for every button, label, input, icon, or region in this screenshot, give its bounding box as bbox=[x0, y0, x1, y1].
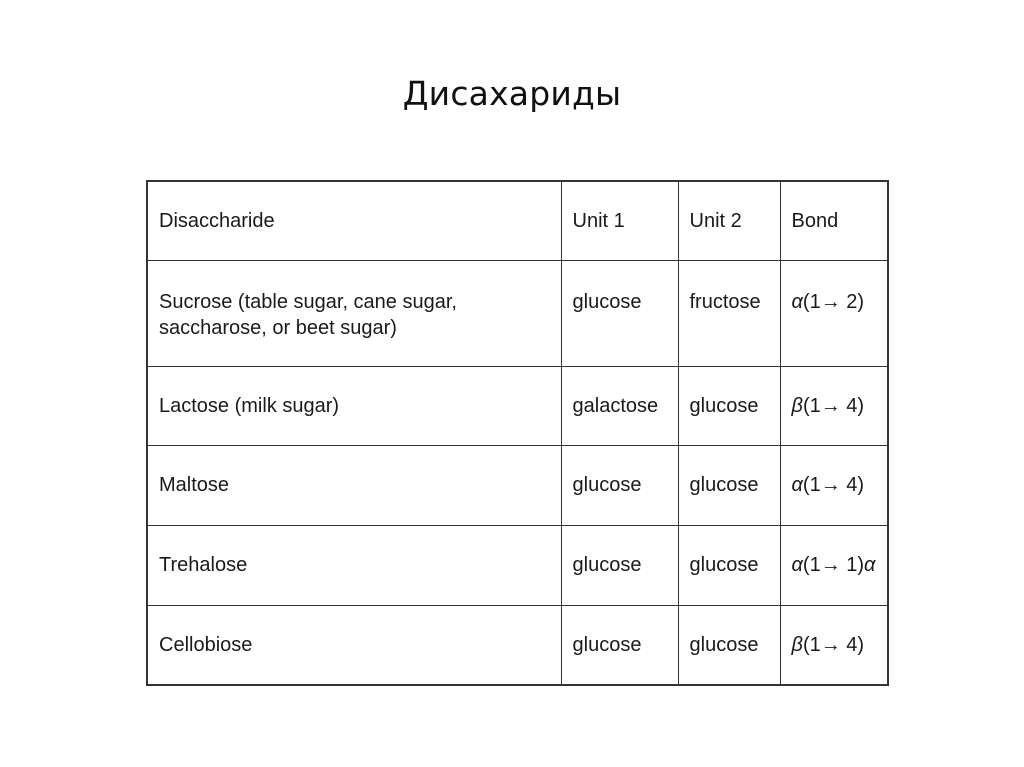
table-row bbox=[147, 260, 888, 366]
table-row bbox=[147, 445, 888, 525]
bond-linkage: (1→ 4) bbox=[802, 474, 865, 496]
disaccharides-table bbox=[146, 180, 889, 686]
table-row bbox=[147, 366, 888, 445]
name-line-1: Sucrose (table sugar, cane sugar, bbox=[159, 290, 457, 313]
cell-disaccharide: Cellobiose bbox=[147, 605, 561, 685]
bond-linkage: (1→ 4) bbox=[802, 394, 865, 417]
cell-bond bbox=[780, 525, 888, 605]
cell-unit1: glucose bbox=[561, 260, 678, 366]
slide-title: Дисахариды bbox=[402, 74, 622, 113]
header-bond: Bond bbox=[780, 181, 888, 260]
cell-unit2: fructose bbox=[678, 260, 780, 366]
table-header-row bbox=[147, 181, 888, 260]
bond-anomer: α bbox=[791, 290, 803, 313]
cell-unit1: glucose bbox=[561, 525, 678, 605]
cell-disaccharide: Trehalose bbox=[147, 525, 561, 605]
table-row bbox=[147, 525, 888, 605]
bond-anomer-2: α bbox=[864, 554, 876, 576]
cell-unit1: glucose bbox=[561, 605, 678, 685]
bond-anomer: β bbox=[791, 633, 803, 656]
cell-unit1: galactose bbox=[561, 366, 678, 445]
cell-unit2: glucose bbox=[678, 366, 780, 445]
cell-disaccharide: Maltose bbox=[147, 445, 561, 525]
cell-unit2: glucose bbox=[678, 445, 780, 525]
bond-anomer: β bbox=[791, 394, 803, 417]
cell-bond bbox=[780, 366, 888, 445]
header-disaccharide: Disaccharide bbox=[147, 181, 561, 260]
cell-bond bbox=[780, 605, 888, 685]
header-unit2: Unit 2 bbox=[678, 181, 780, 260]
cell-bond bbox=[780, 260, 888, 366]
bond-anomer: α bbox=[791, 474, 803, 496]
cell-bond bbox=[780, 445, 888, 525]
header-unit1: Unit 1 bbox=[561, 181, 678, 260]
bond-linkage: (1→ 4) bbox=[802, 633, 865, 656]
table-row bbox=[147, 605, 888, 685]
cell-unit1: glucose bbox=[561, 445, 678, 525]
bond-linkage: (1→ 2) bbox=[802, 290, 865, 313]
cell-unit2: glucose bbox=[678, 525, 780, 605]
cell-disaccharide bbox=[147, 260, 561, 366]
bond-anomer: α bbox=[791, 554, 803, 576]
cell-disaccharide: Lactose (milk sugar) bbox=[147, 366, 561, 445]
name-line-2: saccharose, or beet sugar) bbox=[159, 316, 397, 339]
bond-linkage: (1→ 1) bbox=[802, 554, 865, 576]
cell-unit2: glucose bbox=[678, 605, 780, 685]
